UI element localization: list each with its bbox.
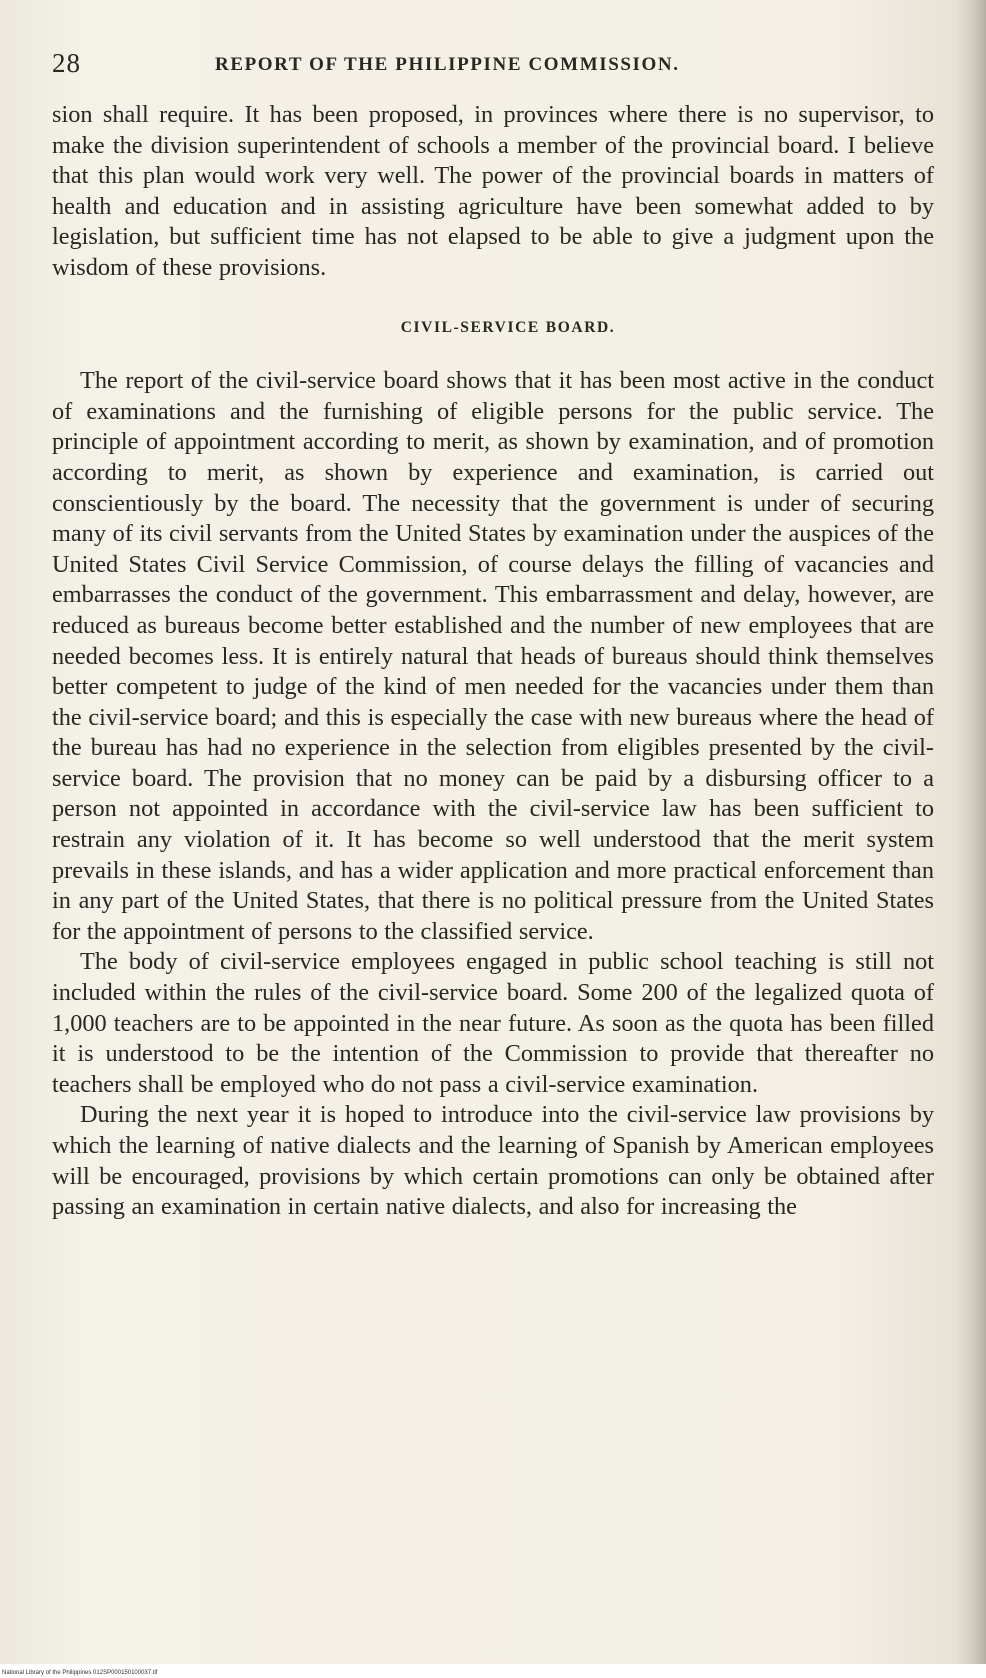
page-binding-shadow [956, 0, 986, 1678]
paragraph-teachers: The body of civil-service employees engaged in public school teaching is still not included within the rules of the civil-service board. Some 200 of the legalized quota of 1,000 teachers are to be appointed in the near future. As soon as the quota has been filled it is understood to be the intention of the Commission to provide that thereafter no teachers shall be employed who do not pass a civil-service examination. [52, 948, 934, 1098]
section-heading: CIVIL-SERVICE BOARD. [400, 318, 616, 336]
paragraph-next-year: During the next year it is hoped to introduce into the civil-service law provisions by which the learning of native dialects and the learning of Spanish by American employees will be encouraged, provisions by which certain promotions can only be obtained after passing an examination in certain native dialects, and also for increasing the [52, 1101, 934, 1221]
paragraph-civil-service-report: The report of the civil-service board shows that it has been most active in the conduct of examinations and the furnishing of eligible persons for the public service. The principle of appointment according to merit, as shown by examination, and of promotion according to merit, as shown by experience and examination, is carried out conscientiously by the board. The necessity that the government is under of securing many of its civil servants from the United States by examination under the auspices of the United States Civil Service Commission, of course delays the filling of vacancies and embarrasses the conduct of the government. This embarrassment and delay, however, are reduced as bureaus become better established and the number of new employees that are needed becomes less. It is entirely natural that heads of bureaus should think themselves better competent to judge of the kind of men needed for the vacancies under them than the civil-service board; and this is especially the case with new bureaus where the head of the bureau has had no experience in the selection from eligibles presented by the civil-service board. The provision that no money can be paid by a disbursing officer to a person not appointed in accordance with the civil-service law has been sufficient to restrain any violation of it. It has become so well understood that the merit system prevails in these islands, and has a wider application and more practical enforcement than in any part of the United States, that there is no political pressure from the United States for the appointment of persons to the classified service. [52, 367, 934, 945]
scan-credit: National Library of the Philippines 012SP000150100037.tif [2, 1670, 158, 1676]
continued-paragraph: sion shall require. It has been proposed, in provinces where there is no supervisor, to make the division superintendent of schools a member of the provincial board. I believe that this plan would work very well. The power of the provincial boards in matters of health and education and in assisting agriculture have been somewhat added to by legislation, but sufficient time has not elapsed to be able to give a judgment upon the wisdom of these provisions. [52, 101, 934, 281]
page-number: 28 [52, 48, 81, 78]
scan-footer [0, 1664, 986, 1678]
running-title: REPORT OF THE PHILIPPINE COMMISSION. [215, 54, 680, 75]
body-text [52, 100, 934, 1223]
running-head [52, 48, 932, 82]
